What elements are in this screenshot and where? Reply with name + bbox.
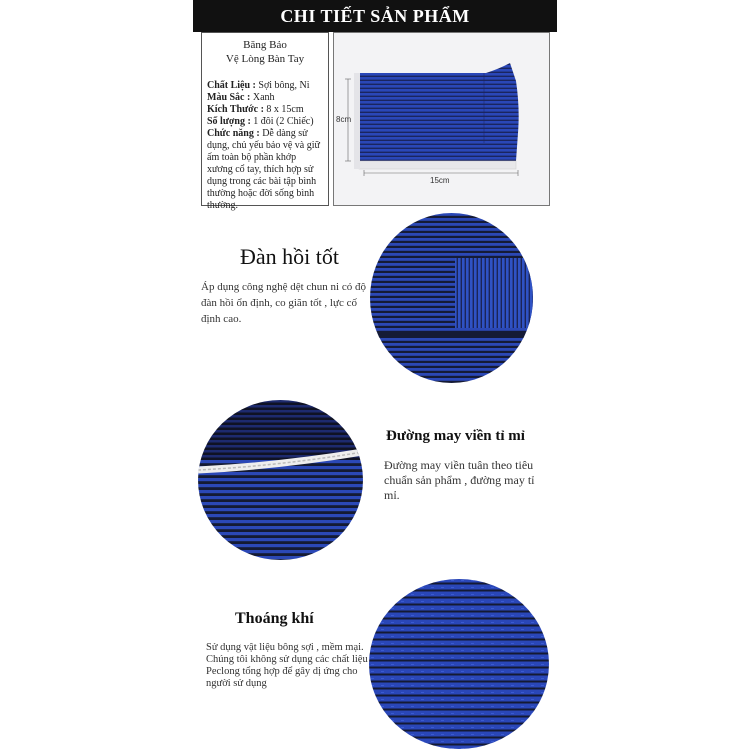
spec-material bbox=[207, 80, 323, 92]
banner-title: CHI TIẾT SẢN PHẨM bbox=[280, 5, 470, 26]
spec-size-label: Kích Thước : bbox=[207, 104, 264, 115]
height-dimension-label: 8cm bbox=[336, 115, 352, 124]
spec-function-value: Dễ dàng sử dụng, chủ yếu bảo vệ và giữ ấm toàn bộ phần khớp xương cổ tay, thích hợp sử dụng trong các bài tập bình thường hoặc đời sống bình thường. bbox=[207, 128, 320, 211]
spec-qty-value: 1 đôi (2 Chiếc) bbox=[253, 116, 314, 127]
feature-text-seam: Đường may viền tuân theo tiêu chuẩn sản phẩm , đường may tỉ mỉ. bbox=[384, 458, 535, 502]
spec-function bbox=[207, 128, 323, 212]
fabric-closeup-seam-image bbox=[198, 400, 363, 560]
spec-material-value: Sợi bông, Ni bbox=[258, 80, 310, 91]
feature-title-elastic: Đàn hồi tốt bbox=[240, 244, 339, 269]
spec-title-line1: Băng Bảo bbox=[243, 39, 287, 51]
spec-function-label: Chức năng : bbox=[207, 128, 260, 139]
spec-color-label: Màu Sắc : bbox=[207, 92, 251, 103]
product-dimension-diagram bbox=[333, 32, 550, 206]
spec-card bbox=[201, 32, 329, 211]
fabric-closeup-elastic-image bbox=[370, 213, 533, 383]
spec-material-label: Chất Liệu : bbox=[207, 80, 256, 91]
spec-color-value: Xanh bbox=[252, 92, 275, 103]
spec-title bbox=[207, 38, 323, 66]
spec-qty-label: Số lượng : bbox=[207, 116, 251, 127]
feature-text-elastic: Áp dụng công nghệ dệt chun ni có độ đàn hồi ổn định, co giãn tốt , lực cố định cao. bbox=[201, 281, 366, 325]
feature-title-seam: Đường may viền tỉ mỉ bbox=[386, 428, 525, 444]
header-banner bbox=[193, 0, 557, 32]
fabric-closeup-breathable-image bbox=[369, 579, 549, 749]
width-dimension-label: 15cm bbox=[430, 176, 450, 185]
spec-size bbox=[207, 104, 323, 116]
spec-color bbox=[207, 92, 323, 104]
spec-title-line2: Vệ Lòng Bàn Tay bbox=[225, 53, 305, 65]
feature-title-breathable: Thoáng khí bbox=[235, 610, 314, 627]
feature-text-breathable: Sử dụng vật liệu bông sợi , mềm mại. Chúng tôi không sử dụng các chất liệu Peclong tổng hợp để gây dị ứng cho người sử dụng bbox=[206, 642, 368, 689]
spec-qty bbox=[207, 116, 323, 128]
spec-size-value: 8 x 15cm bbox=[266, 104, 304, 115]
